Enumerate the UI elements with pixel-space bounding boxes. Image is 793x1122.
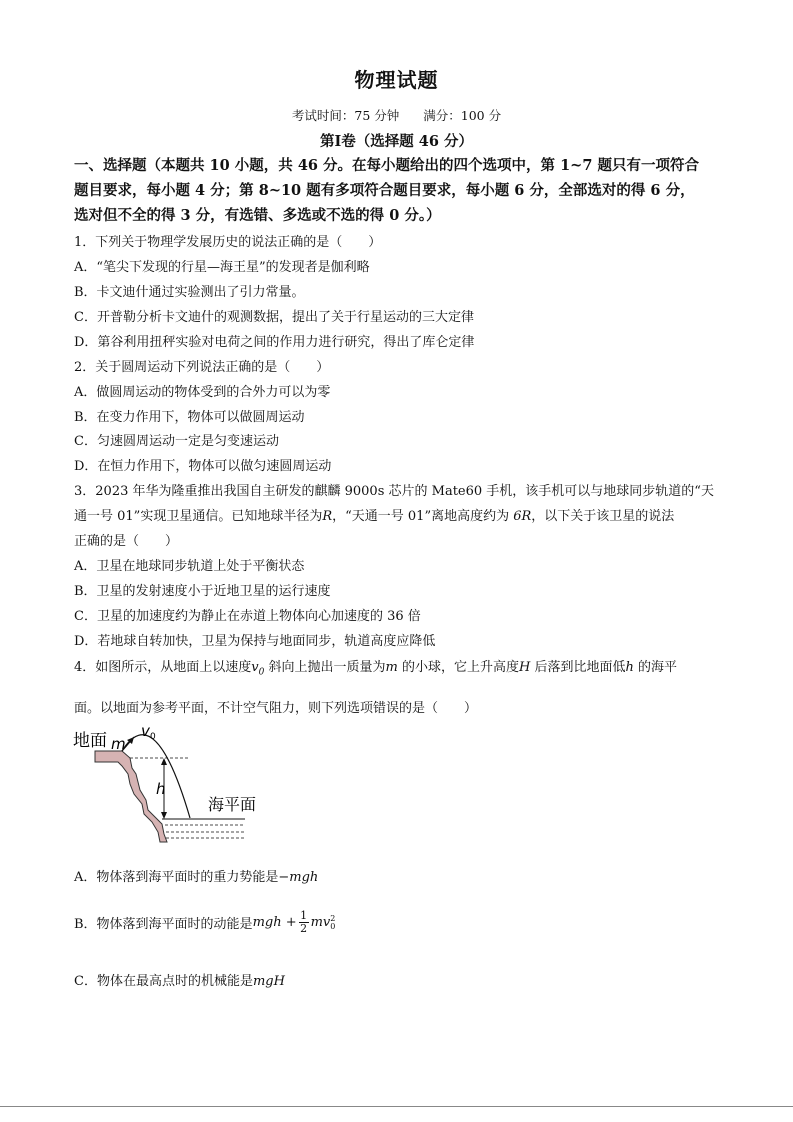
q1-option-b: B．卡文迪什通过实验测出了引力常量。 bbox=[74, 285, 305, 300]
arrowhead-icon bbox=[161, 812, 167, 819]
q3-stem-line2: 通一号 01”实现卫星通信。已知地球半径为R，“天通一号 01”离地高度约为 6R，以下关于该卫星的说法 bbox=[74, 509, 675, 524]
section-line: 一、选择题（本题共 10 小题，共 46 分。在每小题给出的四个选项中，第 1~7 题只有一项符合 bbox=[74, 157, 699, 174]
var-m: m bbox=[385, 660, 398, 675]
q4-option-a: A．物体落到海平面时的重力势能是−mgh bbox=[74, 870, 319, 885]
var-H: H bbox=[518, 660, 531, 675]
projectile-figure bbox=[70, 718, 270, 848]
formula-a: −mgh bbox=[278, 870, 319, 885]
ground-label: 地面 bbox=[73, 731, 107, 751]
var-h: h bbox=[625, 660, 634, 675]
q2-option-b: B．在变力作用下，物体可以做圆周运动 bbox=[74, 410, 305, 425]
q4-option-b: B．物体落到海平面时的动能是 mgh + $\frac{1}{2}$ mv 2 0 bbox=[74, 909, 336, 935]
q2-option-d: D．在恒力作用下，物体可以做匀速圆周运动 bbox=[74, 459, 332, 474]
q4-option-c: C．物体在最高点时的机械能是mgH bbox=[74, 974, 285, 989]
sea-label: 海平面 bbox=[208, 795, 257, 814]
q3-stem-line3: 正确的是（ ） bbox=[74, 534, 179, 549]
page-title: 物理试题 bbox=[354, 68, 439, 92]
page-divider bbox=[0, 1106, 793, 1107]
section-line: 选对但不全的得 3 分，有选错、多选或不选的得 0 分。） bbox=[74, 207, 441, 224]
q4-stem-line1: 4．如图所示，从地面上以速度$v_0$ 斜向上抛出一质量为m 的小球，它上升高度H 后落到比地面低h 的海平 bbox=[74, 660, 677, 678]
exam-time: 考试时间：75 分钟 bbox=[291, 108, 400, 123]
q3-stem-line1: 3．2023 年华为隆重推出我国自主研发的麒麟 9000s 芯片的 Mate60 手机，该手机可以与地球同步轨道的“天 bbox=[74, 484, 714, 499]
q3-option-a: A．卫星在地球同步轨道上处于平衡状态 bbox=[74, 559, 305, 574]
q2-stem: 2．关于圆周运动下列说法正确的是（ ） bbox=[74, 360, 330, 375]
exam-info bbox=[0, 106, 793, 124]
mass-label: m bbox=[111, 735, 126, 753]
arrowhead-icon bbox=[161, 758, 167, 765]
q1-option-a: A．“笔尖下发现的行星—海王星”的发现者是伽利略 bbox=[74, 260, 370, 275]
h-label: h bbox=[156, 780, 166, 798]
v0-sub-label: 0 bbox=[150, 732, 156, 742]
q1-option-c: C．开普勒分析卡文迪什的观测数据，提出了关于行星运动的三大定律 bbox=[74, 310, 474, 325]
full-score: 满分：100 分 bbox=[423, 108, 502, 123]
q1-option-d: D．第谷利用扭秤实验对电荷之间的作用力进行研究，得出了库仑定律 bbox=[74, 335, 475, 350]
part-title: 第Ⅰ卷（选择题 46 分） bbox=[319, 133, 474, 150]
formula-b: mgh + $\frac{1}{2}$ mv 2 0 bbox=[252, 909, 336, 935]
fraction-half: $\frac{1}{2}$ bbox=[300, 909, 308, 935]
v0-label: v bbox=[141, 722, 150, 740]
q3-option-b: B．卫星的发射速度小于近地卫星的运行速度 bbox=[74, 584, 331, 599]
section-line: 题目要求，每小题 4 分；第 8~10 题有多项符合题目要求，每小题 6 分，全部选对的得 6 分， bbox=[74, 182, 695, 199]
var-r: R bbox=[322, 509, 333, 524]
q1-stem: 1．下列关于物理学发展历史的说法正确的是（ ） bbox=[74, 235, 382, 250]
var-v0: $v_0$ bbox=[251, 660, 265, 678]
section-instructions bbox=[74, 153, 734, 228]
q2-option-c: C．匀速圆周运动一定是匀变速运动 bbox=[74, 434, 279, 449]
q3-option-d: D．若地球自转加快，卫星为保持与地面同步，轨道高度应降低 bbox=[74, 634, 436, 649]
formula-c: mgH bbox=[252, 974, 285, 989]
q2-option-a: A．做圆周运动的物体受到的合外力可以为零 bbox=[74, 385, 331, 400]
q4-stem-line2: 面。以地面为参考平面，不计空气阻力，则下列选项错误的是（ ） bbox=[74, 701, 478, 716]
q3-option-c: C．卫星的加速度约为静止在赤道上物体向心加速度的 36 倍 bbox=[74, 609, 421, 624]
var-6r: 6R bbox=[513, 509, 532, 524]
